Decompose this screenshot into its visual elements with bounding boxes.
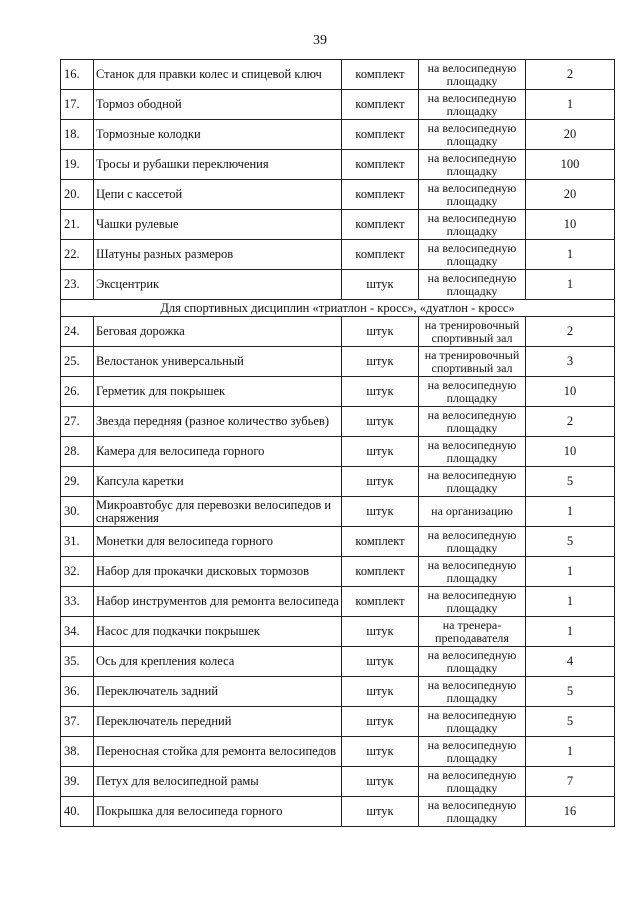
quantity: 20 [526,180,615,210]
quantity: 1 [526,737,615,767]
item-name: Звезда передняя (разное количество зубьев) [94,407,342,437]
table-row [61,317,615,347]
item-name: Микроавтобус для перевозки велосипедов и снаряжения [94,497,342,527]
table-row [61,737,615,767]
unit-of-measure: штук [342,497,419,527]
row-number: 38. [61,737,94,767]
unit-of-measure: штук [342,707,419,737]
quantity: 100 [526,150,615,180]
quantity: 5 [526,677,615,707]
quantity: 10 [526,377,615,407]
table-row [61,707,615,737]
allocation: на велосипедную площадку [419,150,526,180]
quantity: 1 [526,497,615,527]
item-name: Тормозные колодки [94,120,342,150]
unit-of-measure: штук [342,737,419,767]
quantity: 5 [526,527,615,557]
row-number: 33. [61,587,94,617]
quantity: 4 [526,647,615,677]
unit-of-measure: комплект [342,180,419,210]
unit-of-measure: комплект [342,240,419,270]
unit-of-measure: комплект [342,527,419,557]
row-number: 30. [61,497,94,527]
item-name: Ось для крепления колеса [94,647,342,677]
unit-of-measure: штук [342,797,419,827]
row-number: 17. [61,90,94,120]
allocation: на велосипедную площадку [419,90,526,120]
allocation: на велосипедную площадку [419,120,526,150]
allocation: на организацию [419,497,526,527]
table-row [61,90,615,120]
unit-of-measure: штук [342,407,419,437]
table-row [61,60,615,90]
allocation: на велосипедную площадку [419,647,526,677]
row-number: 18. [61,120,94,150]
quantity: 1 [526,270,615,300]
equipment-rows-group-a [61,60,615,300]
allocation: на велосипедную площадку [419,210,526,240]
unit-of-measure: штук [342,270,419,300]
table-row [61,767,615,797]
unit-of-measure: комплект [342,150,419,180]
item-name: Петух для велосипедной рамы [94,767,342,797]
quantity: 2 [526,317,615,347]
unit-of-measure: комплект [342,90,419,120]
row-number: 16. [61,60,94,90]
unit-of-measure: штук [342,467,419,497]
quantity: 1 [526,617,615,647]
row-number: 19. [61,150,94,180]
item-name: Камера для велосипеда горного [94,437,342,467]
item-name: Станок для правки колес и спицевой ключ [94,60,342,90]
section-heading-row [61,300,615,317]
allocation: на велосипедную площадку [419,677,526,707]
table-row [61,587,615,617]
quantity: 10 [526,437,615,467]
row-number: 32. [61,557,94,587]
row-number: 27. [61,407,94,437]
item-name: Цепи с кассетой [94,180,342,210]
item-name: Переносная стойка для ремонта велосипедов [94,737,342,767]
allocation: на велосипедную площадку [419,467,526,497]
allocation: на велосипедную площадку [419,180,526,210]
table-row [61,437,615,467]
page-number: 39 [313,33,327,48]
quantity: 3 [526,347,615,377]
table-row [61,617,615,647]
unit-of-measure: штук [342,437,419,467]
item-name: Шатуны разных размеров [94,240,342,270]
item-name: Покрышка для велосипеда горного [94,797,342,827]
row-number: 40. [61,797,94,827]
unit-of-measure: комплект [342,60,419,90]
table-row [61,180,615,210]
row-number: 35. [61,647,94,677]
row-number: 29. [61,467,94,497]
item-name: Набор инструментов для ремонта велосипеда [94,587,342,617]
row-number: 34. [61,617,94,647]
quantity: 5 [526,467,615,497]
item-name: Беговая дорожка [94,317,342,347]
unit-of-measure: штук [342,347,419,377]
unit-of-measure: комплект [342,120,419,150]
allocation: на велосипедную площадку [419,737,526,767]
allocation: на велосипедную площадку [419,60,526,90]
allocation: на тренера-преподавателя [419,617,526,647]
unit-of-measure: штук [342,677,419,707]
equipment-table [60,59,615,827]
row-number: 22. [61,240,94,270]
quantity: 2 [526,407,615,437]
quantity: 10 [526,210,615,240]
allocation: на велосипедную площадку [419,587,526,617]
quantity: 5 [526,707,615,737]
item-name: Велостанок универсальный [94,347,342,377]
item-name: Эксцентрик [94,270,342,300]
unit-of-measure: комплект [342,210,419,240]
allocation: на велосипедную площадку [419,437,526,467]
item-name: Тросы и рубашки переключения [94,150,342,180]
item-name: Насос для подкачки покрышек [94,617,342,647]
item-name: Монетки для велосипеда горного [94,527,342,557]
row-number: 20. [61,180,94,210]
table-row [61,407,615,437]
table-row [61,150,615,180]
allocation: на тренировочный спортивный зал [419,347,526,377]
allocation: на велосипедную площадку [419,270,526,300]
allocation: на тренировочный спортивный зал [419,317,526,347]
table-row [61,527,615,557]
unit-of-measure: комплект [342,587,419,617]
item-name: Герметик для покрышек [94,377,342,407]
table-row [61,270,615,300]
unit-of-measure: штук [342,647,419,677]
item-name: Переключатель передний [94,707,342,737]
unit-of-measure: штук [342,317,419,347]
item-name: Набор для прокачки дисковых тормозов [94,557,342,587]
section-heading-group [61,300,615,317]
row-number: 21. [61,210,94,240]
quantity: 2 [526,60,615,90]
unit-of-measure: штук [342,617,419,647]
table-row [61,797,615,827]
table-row [61,677,615,707]
row-number: 31. [61,527,94,557]
table-row [61,467,615,497]
unit-of-measure: комплект [342,557,419,587]
table-row [61,210,615,240]
quantity: 7 [526,767,615,797]
quantity: 20 [526,120,615,150]
quantity: 16 [526,797,615,827]
table-row [61,347,615,377]
row-number: 36. [61,677,94,707]
row-number: 28. [61,437,94,467]
quantity: 1 [526,587,615,617]
allocation: на велосипедную площадку [419,557,526,587]
row-number: 23. [61,270,94,300]
quantity: 1 [526,240,615,270]
allocation: на велосипедную площадку [419,240,526,270]
quantity: 1 [526,557,615,587]
allocation: на велосипедную площадку [419,767,526,797]
unit-of-measure: штук [342,767,419,797]
item-name: Тормоз ободной [94,90,342,120]
table-row [61,647,615,677]
table-row [61,377,615,407]
unit-of-measure: штук [342,377,419,407]
allocation: на велосипедную площадку [419,707,526,737]
section-heading: Для спортивных дисциплин «триатлон - кросс», «дуатлон - кросс» [61,300,615,317]
item-name: Капсула каретки [94,467,342,497]
allocation: на велосипедную площадку [419,797,526,827]
item-name: Переключатель задний [94,677,342,707]
quantity: 1 [526,90,615,120]
allocation: на велосипедную площадку [419,377,526,407]
allocation: на велосипедную площадку [419,527,526,557]
table-row [61,557,615,587]
table-row [61,497,615,527]
row-number: 25. [61,347,94,377]
row-number: 39. [61,767,94,797]
table-row [61,240,615,270]
row-number: 24. [61,317,94,347]
allocation: на велосипедную площадку [419,407,526,437]
row-number: 37. [61,707,94,737]
table-row [61,120,615,150]
equipment-rows-group-b [61,317,615,827]
row-number: 26. [61,377,94,407]
item-name: Чашки рулевые [94,210,342,240]
